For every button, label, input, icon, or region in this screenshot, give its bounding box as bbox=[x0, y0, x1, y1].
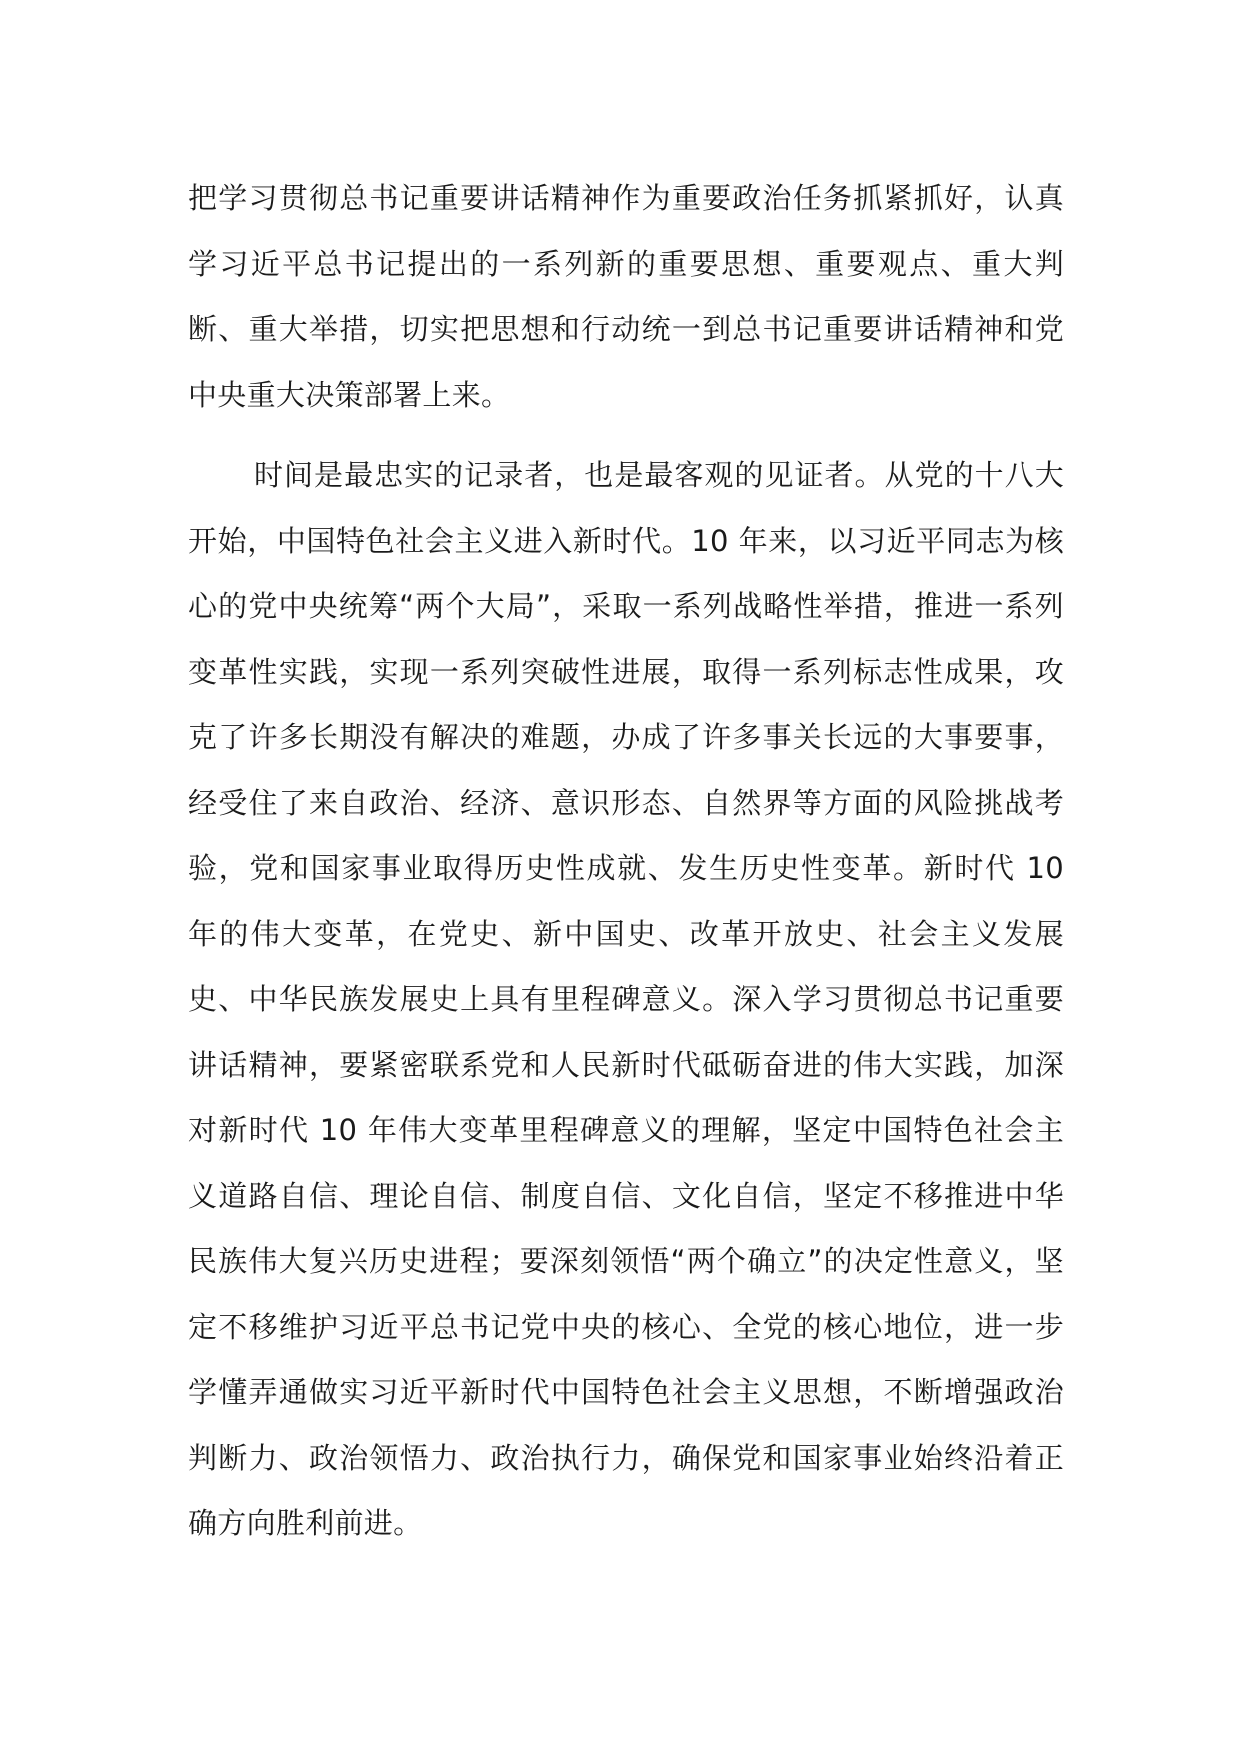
document-body bbox=[188, 166, 1064, 1572]
paragraph-2: 时间是最忠实的记录者，也是最客观的见证者。从党的十八大开始，中国特色社会主义进入新时代。10 年来，以习近平同志为核心的党中央统筹“两个大局”，采取一系列战略性举措，推进一系列变革性实践，实现一系列突破性进展，取得一系列标志性成果，攻克了许多长期没有解决的难题，办成了许多事关长远的大事要事，经受住了来自政治、经济、意识形态、自然界等方面的风险挑战考验，党和国家事业取得历史性成就、发生历史性变革。新时代 10 年的伟大变革，在党史、新中国史、改革开放史、社会主义发展史、中华民族发展史上具有里程碑意义。深入学习贯彻总书记重要讲话精神，要紧密联系党和人民新时代砥砺奋进的伟大实践，加深对新时代 10 年伟大变革里程碑意义的理解，坚定中国特色社会主义道路自信、理论自信、制度自信、文化自信，坚定不移推进中华民族伟大复兴历史进程；要深刻领悟“两个确立”的决定性意义，坚定不移维护习近平总书记党中央的核心、全党的核心地位，进一步学懂弄通做实习近平新时代中国特色社会主义思想，不断增强政治判断力、政治领悟力、政治执行力，确保党和国家事业始终沿着正确方向胜利前进。 bbox=[188, 458, 1064, 1540]
paragraph-1: 把学习贯彻总书记重要讲话精神作为重要政治任务抓紧抓好，认真学习近平总书记提出的一系列新的重要思想、重要观点、重大判断、重大举措，切实把思想和行动统一到总书记重要讲话精神和党中央重大决策部署上来。 bbox=[188, 181, 1064, 412]
